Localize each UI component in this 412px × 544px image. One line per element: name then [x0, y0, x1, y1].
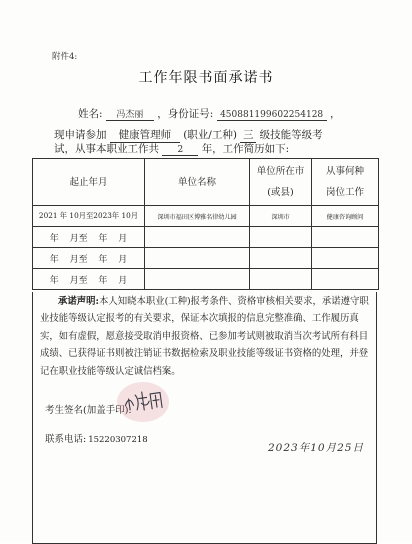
- years-line: [54, 141, 289, 156]
- years-suffix: 年，工作简历如下:: [201, 143, 290, 155]
- header-city: 单位所在市 (或县): [250, 159, 312, 206]
- job-cell: 健康咨询顾问: [312, 206, 379, 227]
- phone-label: 联系电话:: [45, 434, 87, 445]
- period-cell: 年 月至 年 月: [33, 248, 145, 269]
- signature-label: 考生签名(加盖手印):: [45, 405, 132, 416]
- declaration-body: 本人知晓本职业(工种)报考条件、资格审核相关要求，承诺遵守职业技能等级认定报考的有关要求，保证本次填报的信息完整准确、工作履历真实，如有虚假，愿意接受取消申报资格、已参加考试则被取消当次考试所有科目成绩、已获得证书则被注销证书数据检索及职业技能等级证书资格的处理，并登记在职业技能等级认定诚信档案。: [40, 296, 369, 377]
- city-cell: [250, 269, 312, 290]
- declaration-heading: 承诺声明:: [58, 296, 99, 307]
- document-title: 工作年限书面承诺书: [138, 70, 274, 86]
- header-job: 从事何种 岗位工作: [312, 159, 379, 206]
- table-row: [33, 206, 379, 227]
- phone-number: 15220307218: [88, 435, 148, 445]
- name-label: 姓名:: [78, 108, 103, 120]
- level-suffix: 级技能等级考: [259, 129, 323, 141]
- profession-suffix: (职业/工种): [183, 129, 237, 141]
- profession-field: 健康管理师: [110, 127, 180, 143]
- id-number-field: 450881199602254128: [217, 110, 327, 121]
- years-field: 2: [162, 145, 198, 156]
- level-field: 三: [240, 127, 256, 143]
- header-period: 起止年月: [33, 159, 145, 206]
- city-cell: [250, 248, 312, 269]
- table-row: [33, 227, 379, 248]
- unit-cell: 深圳市福田区博雅名律幼儿园: [145, 206, 250, 227]
- city-cell: 深圳市: [250, 206, 312, 227]
- unit-cell: [145, 227, 250, 248]
- period-cell: 2021 年 10月至2023年 10月: [33, 206, 145, 227]
- job-cell: [312, 269, 379, 290]
- phone-line: [45, 431, 148, 445]
- job-cell: [312, 227, 379, 248]
- name-field: 冯杰丽: [106, 107, 154, 121]
- job-cell: [312, 248, 379, 269]
- city-cell: [250, 227, 312, 248]
- apply-prefix: 现申请参加: [54, 129, 107, 141]
- period-cell: 年 月至 年 月: [33, 227, 145, 248]
- name-line: [78, 106, 340, 121]
- signed-date: 2023年10月25日: [268, 442, 364, 454]
- table-row: [33, 248, 379, 269]
- years-prefix: 试，从事本职业工作共: [54, 143, 159, 155]
- period-cell: 年 月至 年 月: [33, 269, 145, 290]
- work-history-table: [32, 158, 379, 290]
- header-unit: 单位名称: [145, 159, 250, 206]
- unit-cell: [145, 248, 250, 269]
- unit-cell: [145, 269, 250, 290]
- id-suffix: ，: [329, 108, 341, 120]
- table-row: [33, 269, 379, 290]
- id-label: ，身份证号:: [157, 108, 214, 120]
- annex-label: 附件4:: [52, 52, 78, 62]
- declaration-text: [40, 293, 372, 380]
